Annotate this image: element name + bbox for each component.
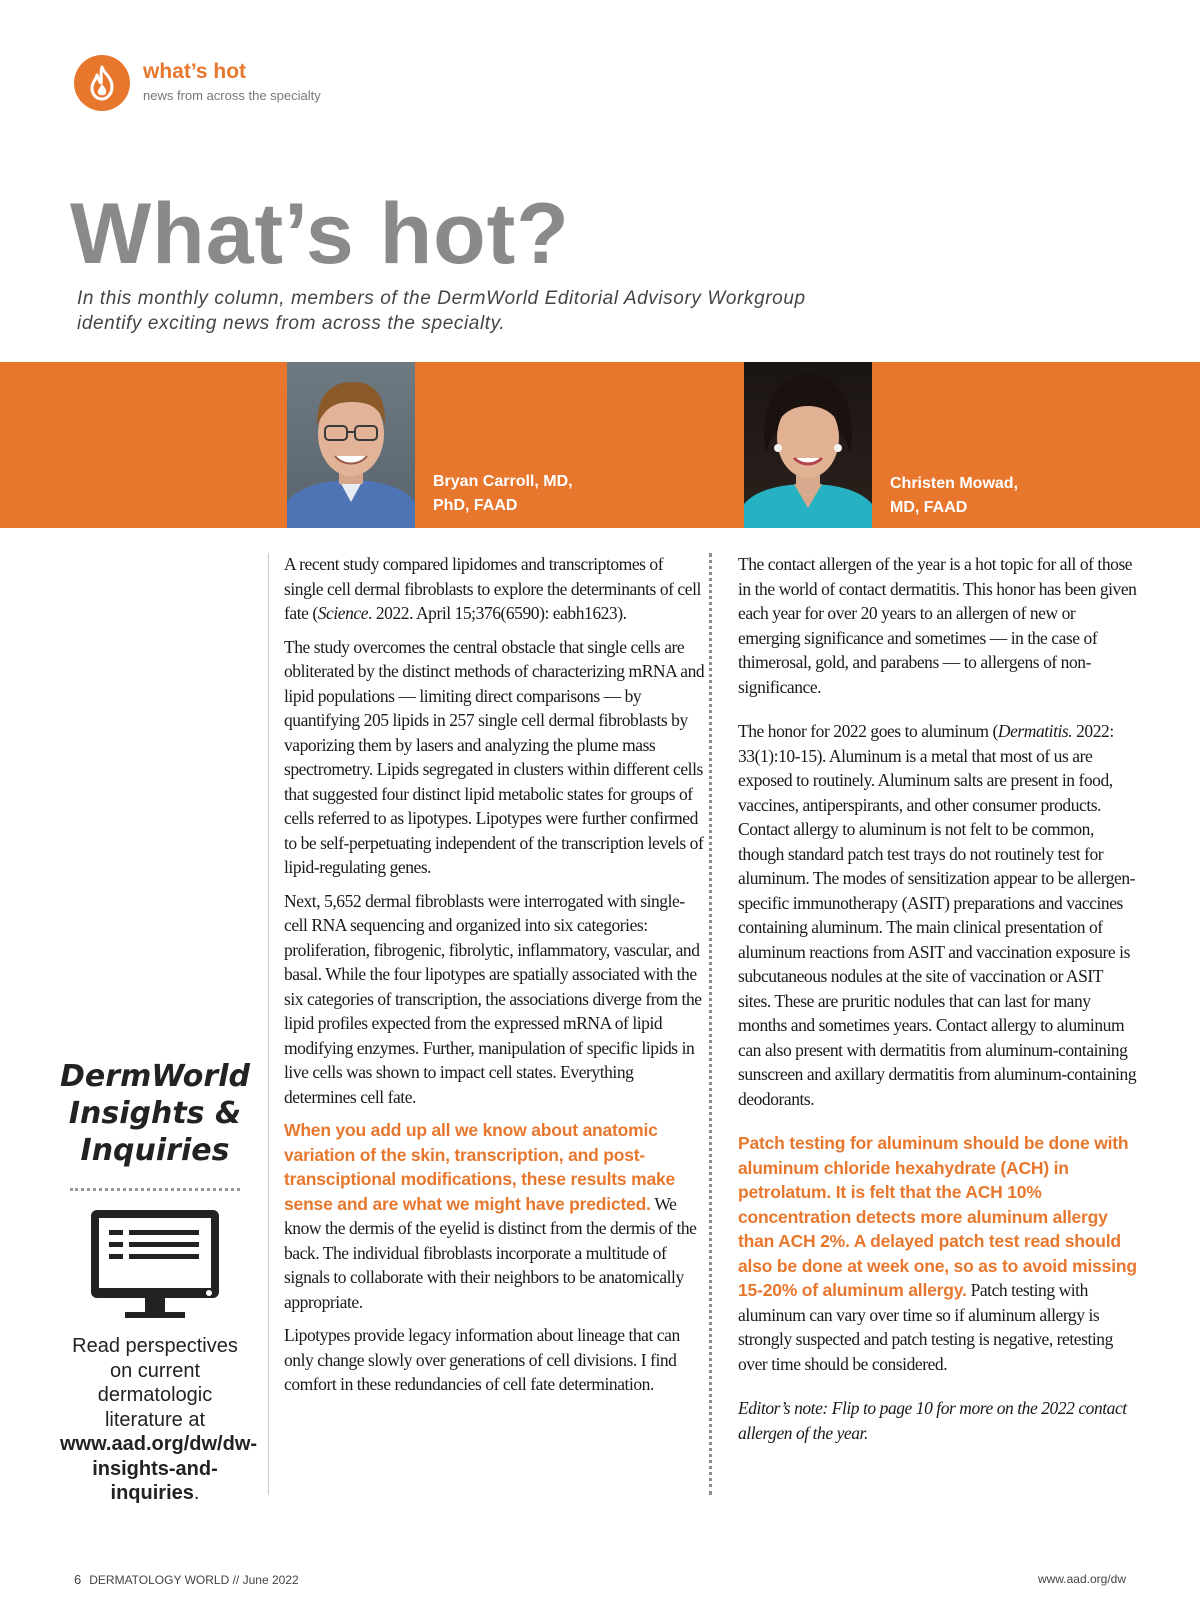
section-kicker: what’s hot — [143, 60, 247, 83]
intro-text: In this monthly column, members of the DermWorld Editorial Advisory Workgroup identify exciting news from across the specialty. — [77, 288, 806, 334]
sidebar-link[interactable]: www.aad.org/dw/dw-insights-and-inquiries — [60, 1433, 258, 1504]
author-photo-mowad — [744, 362, 872, 528]
paragraph: Lipotypes provide legacy information about lineage that can only change slowly over generations of cell divisions. I find comfort in these redundancies of cell fate determination. — [284, 1325, 680, 1394]
text: Patch testing with aluminum can vary over time so if aluminum allergy is strongly suspected and patch testing is negative, retesting over time should be considered. — [738, 1280, 1113, 1374]
footer-url[interactable]: www.aad.org/dw — [1037, 1572, 1126, 1586]
article-column-carroll — [284, 552, 706, 1406]
text: A recent study compared lipidomes and transcriptomes of single cell dermal fibroblasts to explore the determinants of cell fate ( — [284, 554, 701, 623]
article-column-mowad — [738, 552, 1138, 1454]
text: The honor for 2022 goes to aluminum ( — [738, 721, 998, 741]
sidebar-text-end: . — [193, 1482, 200, 1504]
sidebar-divider — [70, 1188, 240, 1191]
flame-icon — [85, 65, 119, 101]
text: We know the dermis of the eyelid is distinct from the dermis of the back. The individual fibroblasts incorporate a multitude of signals to collaborate with their neighbors to be anatomically appropriate. — [284, 1193, 697, 1312]
text: 2022: 33(1):10-15). Aluminum is a metal that most of us are exposed to routinely. Aluminum salts are present in food, vaccines, antiperspirants, and other consumer products. Contact allergy to aluminum is not felt to be common, though standard patch test trays do not routinely test for aluminum. The modes of sensitization appear to be allergen-specific immunotherapy (ASIT) preparations and vaccines containing aluminum. The main clinical presentation of aluminum reactions from ASIT and vaccination exposure is subcutaneous nodules at the site of vaccination or ASIT sites. These are pruritic nodules that can last for many months and sometimes years. Contact allergy to aluminum can also present with dermatitis from aluminum-containing sunscreen and axillary dermatitis from aluminum-containing deodorants. — [738, 721, 1137, 1109]
whats-hot-badge — [74, 55, 130, 111]
pull-quote: Patch testing for aluminum should be done with aluminum chloride hexahydrate (ACH) in petrolatum. It is felt that the ACH 10% concentration detects more aluminum allergy than ACH 2%. A delayed patch test read should also be done at week one, so as to avoid missing 15-20% of aluminum allergy. — [738, 1133, 1137, 1300]
paragraph: Next, 5,652 dermal fibroblasts were interrogated with single-cell RNA sequencing and organized into six categories: proliferation, fibrogenic, fibrolytic, inflammatory, vascular, and basal. While the four lipotypes are spatially associated with the six categories of transcription, the associations diverge from the lipid profiles expected from the expressed mRNA of lipid modifying enzymes. Further, manipulation of specific lipids in live cells was shown to impact cell states. Everything determines cell fate. — [284, 890, 702, 1107]
paragraph: The contact allergen of the year is a hot topic for all of those in the world of contact dermatitis. This honor has been given each year for over 20 years to an allergen of new or emerging significance and sometimes — in the case of thimerosal, gold, and parabens — to allergens of non-significance. — [738, 554, 1137, 697]
editor-note: Editor’s note: Flip to page 10 for more on the 2022 contact allergen of the year. — [738, 1398, 1127, 1443]
journal-name: Science — [317, 603, 369, 623]
sidebar-title: DermWorld Insights & Inquiries — [60, 1059, 250, 1168]
sidebar-text — [60, 1334, 258, 1506]
sidebar-text-lead: Read perspectives on current dermatologic literature at — [72, 1335, 238, 1431]
paragraph: The study overcomes the central obstacle that single cells are obliterated by the distinct methods of characterizing mRNA and lipid populations — limiting direct comparisons — by quantifying 205 lipids in 257 single cell dermal fibroblasts by vaporizing them by lasers and analyzing the plume mass spectrometry. Lipids segregated in clusters within different cells that suggested four distinct lipid metabolic states for groups of cells referred to as lipotypes. Lipotypes were further confirmed to be self-perpetuating independent of the transcription levels of lipid-regulating genes. — [284, 636, 705, 877]
monitor-icon — [87, 1206, 223, 1322]
paragraph — [284, 552, 706, 626]
author-name-carroll: Bryan Carroll, MD, PhD, FAAD — [433, 473, 573, 514]
text: . 2022. April 15;376(6590): eabh1623). — [368, 603, 627, 623]
publication-name: DERMATOLOGY WORLD // June 2022 — [89, 1573, 299, 1587]
sidebar-rule — [268, 553, 269, 1495]
footer-left — [74, 1572, 299, 1587]
author-photo-carroll — [287, 362, 415, 528]
paragraph — [738, 719, 1138, 1111]
paragraph — [284, 1118, 706, 1314]
section-kicker-subtitle: news from across the specialty — [143, 88, 321, 103]
page-title: What’s hot? — [70, 186, 570, 282]
page-number: 6 — [74, 1572, 82, 1587]
journal-name: Dermatitis. — [997, 721, 1073, 741]
column-divider — [709, 553, 712, 1495]
author-name-mowad: Christen Mowad, MD, FAAD — [890, 475, 1019, 516]
pull-quote: When you add up all we know about anatomic variation of the skin, transcription, and post-transciptional modifications, these results make sense and are what we might have predicted. — [284, 1120, 676, 1214]
paragraph — [738, 1131, 1138, 1376]
